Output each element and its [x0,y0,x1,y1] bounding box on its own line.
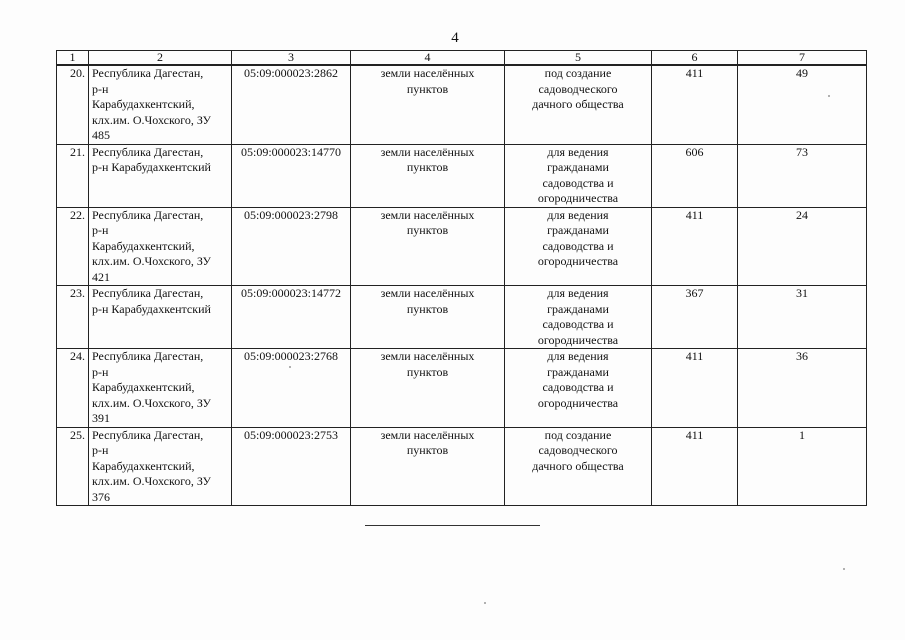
address-line: р-н Карабудахкентский [92,301,211,316]
permitted-use-line: садоводства и [542,175,614,190]
value-cell: 49 [738,65,867,144]
area-cell: 367 [652,286,738,349]
header-cell: 1 [57,51,89,66]
cadastral-number-cell: 05:09:000023:2798 [232,207,351,286]
address-line: 421 [92,269,110,284]
address-cell [89,427,232,506]
header-cell: 6 [652,51,738,66]
address-line: Республика Дагестан, [92,427,204,442]
permitted-use-line: садоводства и [542,317,614,331]
area-cell: 411 [652,65,738,144]
land-category-line: пунктов [406,301,449,316]
address-cell [89,349,232,428]
cadastral-number-cell: 05:09:000023:2753 [232,427,351,506]
address-line: 376 [92,489,110,504]
scan-speck [484,602,486,604]
permitted-use-line: под создание [544,66,612,80]
scan-speck [828,95,830,97]
table-header-row [57,51,867,66]
land-category-line: земли населённых [380,286,475,300]
permitted-use-line: садоводческого [538,443,618,457]
scan-speck [843,568,845,570]
address-cell [89,144,232,207]
cadastral-number-cell: 05:09:000023:2862 [232,65,351,144]
permitted-use-cell [505,207,652,286]
cadastral-number-cell: 05:09:000023:14772 [232,286,351,349]
land-category-line: пунктов [406,223,449,237]
land-category-cell [351,286,505,349]
address-line: Карабудахкентский, [92,97,195,111]
permitted-use-line: под создание [544,427,612,442]
table-row [57,65,867,144]
cadastral-number-cell: 05:09:000023:2768 [232,349,351,428]
land-plots-table [56,50,867,506]
land-category-cell [351,144,505,207]
permitted-use-line: для ведения [547,349,609,363]
land-category-line: пунктов [406,81,449,96]
cadastral-number-cell: 05:09:000023:14770 [232,144,351,207]
address-line: Республика Дагестан, [92,66,204,80]
address-cell [89,286,232,349]
table-row [57,427,867,506]
address-line: Карабудахкентский, [92,458,195,473]
table-row [57,286,867,349]
permitted-use-cell [505,349,652,428]
permitted-use-line: дачного общества [532,97,624,111]
address-line: 485 [92,128,110,142]
permitted-use-line: для ведения [547,286,609,300]
land-category-cell [351,207,505,286]
header-cell: 2 [89,51,232,66]
permitted-use-line: садоводческого [538,81,618,96]
land-category-line: земли населённых [380,427,475,442]
land-category-line: земли населённых [380,349,475,363]
address-line: Республика Дагестан, [92,207,204,222]
page-number: 4 [451,30,459,46]
header-cell: 3 [232,51,351,66]
land-category-cell [351,65,505,144]
permitted-use-line: огородничества [537,191,619,205]
permitted-use-line: огородничества [537,254,619,268]
header-cell: 5 [505,51,652,66]
area-cell: 411 [652,427,738,506]
address-line: р-н [92,81,109,96]
row-number-cell: 23. [57,286,89,349]
permitted-use-line: гражданами [547,160,609,174]
land-category-cell [351,349,505,428]
land-category-line: земли населённых [380,207,475,222]
address-line: Республика Дагестан, [92,286,204,300]
area-cell: 411 [652,349,738,428]
permitted-use-line: гражданами [547,364,609,379]
address-line: р-н Карабудахкентский [92,160,211,174]
land-category-line: земли населённых [380,66,475,80]
permitted-use-line: садоводства и [542,238,614,253]
address-line: клх.им. О.Чохского, ЗУ [92,474,212,488]
address-line: клх.им. О.Чохского, ЗУ [92,395,212,410]
value-cell: 1 [738,427,867,506]
address-line: Карабудахкентский, [92,238,195,253]
land-category-line: пунктов [406,364,449,379]
land-category-line: пунктов [406,160,449,174]
row-number-cell: 24. [57,349,89,428]
row-number-cell: 21. [57,144,89,207]
footer-separator-line [365,525,540,526]
value-cell: 31 [738,286,867,349]
table-row [57,349,867,428]
permitted-use-line: гражданами [547,223,609,237]
address-line: р-н [92,223,109,237]
table-row [57,207,867,286]
permitted-use-cell [505,65,652,144]
permitted-use-line: огородничества [537,332,619,347]
value-cell: 24 [738,207,867,286]
header-cell: 4 [351,51,505,66]
area-cell: 606 [652,144,738,207]
value-cell: 36 [738,349,867,428]
permitted-use-line: для ведения [547,144,609,159]
land-category-cell [351,427,505,506]
address-line: р-н [92,364,109,379]
value-cell: 73 [738,144,867,207]
header-cell: 7 [738,51,867,66]
address-line: 391 [92,411,110,425]
land-category-line: земли населённых [380,144,475,159]
address-cell [89,65,232,144]
permitted-use-line: для ведения [547,207,609,222]
permitted-use-line: дачного общества [532,458,624,473]
address-line: Республика Дагестан, [92,349,204,363]
address-line: клх.им. О.Чохского, ЗУ [92,112,212,127]
address-line: Карабудахкентский, [92,380,195,394]
permitted-use-cell [505,427,652,506]
permitted-use-line: садоводства и [542,380,614,394]
row-number-cell: 22. [57,207,89,286]
permitted-use-line: гражданами [547,301,609,316]
area-cell: 411 [652,207,738,286]
address-line: клх.им. О.Чохского, ЗУ [92,254,212,268]
address-cell [89,207,232,286]
row-number-cell: 20. [57,65,89,144]
address-line: Республика Дагестан, [92,144,204,159]
permitted-use-cell [505,144,652,207]
land-category-line: пунктов [406,443,449,457]
permitted-use-line: огородничества [537,395,619,410]
table-row [57,144,867,207]
permitted-use-cell [505,286,652,349]
address-line: р-н [92,443,109,457]
row-number-cell: 25. [57,427,89,506]
scan-speck [289,366,291,368]
